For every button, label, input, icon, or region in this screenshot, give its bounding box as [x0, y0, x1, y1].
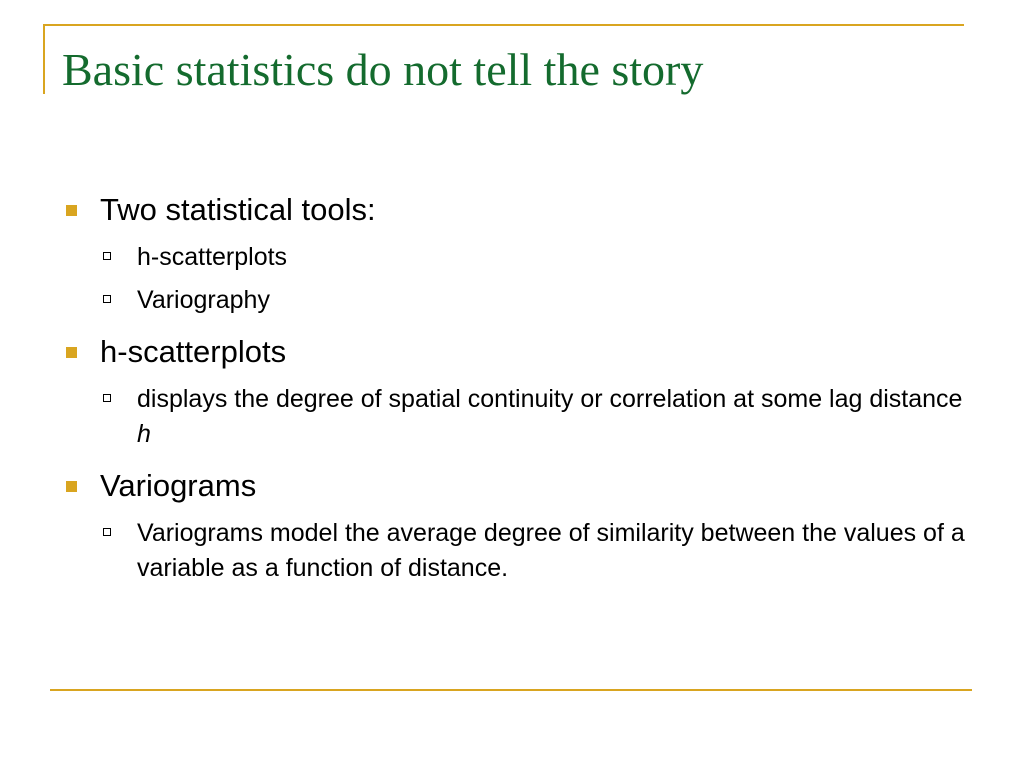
square-bullet-icon	[66, 205, 77, 216]
hollow-square-bullet-icon	[103, 295, 111, 303]
bottom-divider-line	[50, 689, 972, 691]
sub-bullet-item	[60, 382, 980, 452]
top-divider-line	[44, 24, 964, 26]
sub-bullet-text: Variography	[137, 286, 270, 314]
bullet-text: h-scatterplots	[100, 334, 287, 369]
hollow-square-bullet-icon	[103, 528, 111, 536]
sub-bullet-text: Variograms model the average degree of similarity between the values of a variable as a function of distance.	[137, 519, 965, 582]
hollow-square-bullet-icon	[103, 394, 111, 402]
bullet-item-two-tools	[60, 188, 980, 232]
bullet-text: Two statistical tools:	[100, 192, 376, 227]
bullet-item-variograms	[60, 464, 980, 508]
lag-variable-h: h	[137, 420, 151, 448]
sub-bullet-text: h-scatterplots	[137, 243, 288, 271]
left-accent-line	[43, 24, 45, 94]
bullet-item-h-scatterplots	[60, 330, 980, 374]
slide-title: Basic statistics do not tell the story	[62, 44, 704, 95]
square-bullet-icon	[66, 481, 77, 492]
bullet-list	[60, 188, 980, 586]
bullet-text: Variograms	[100, 468, 257, 503]
sub-bullet-item	[60, 283, 980, 318]
sub-bullet-item	[60, 516, 980, 586]
hollow-square-bullet-icon	[103, 252, 111, 260]
sub-bullet-text: displays the degree of spatial continuity or correlation at some lag distance	[137, 385, 963, 413]
sub-bullet-item	[60, 240, 980, 275]
square-bullet-icon	[66, 347, 77, 358]
